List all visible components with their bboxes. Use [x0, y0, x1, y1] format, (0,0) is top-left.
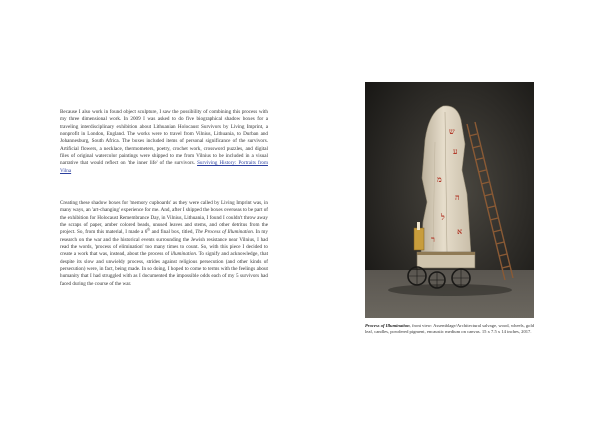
paragraph-2-text-d: . To signify and acknowledge, that despite its slow and unwieldy process, strides against religious persecution (and other kinds of persecution) were, in fact, being made. In so doing, I hoped to come to terms with the feelings about humanity that I had struggled with as I documented the impossible odds each of my 5 survivors had faced during the course of the war. — [60, 251, 268, 287]
artwork-title-italic: The Process of Illumination — [195, 229, 253, 236]
mark-6: א — [457, 226, 463, 236]
mark-7: ר — [431, 234, 435, 244]
mark-4: ה — [455, 192, 460, 202]
floor-shadow — [388, 284, 512, 296]
mark-2: ע — [453, 146, 458, 156]
cart-trim — [417, 252, 475, 255]
body-paragraph-1 — [60, 109, 268, 175]
caption-title: Process of Illumination — [365, 323, 410, 328]
paragraph-2-text-b: and final box, titled, — [150, 229, 196, 236]
mark-5: ל — [441, 212, 445, 222]
surviving-history-link[interactable]: Surviving History: Portraits from Vilna — [60, 160, 268, 174]
paragraph-2-text-c: . In my research on the war and the historical events surrounding the Jewish resistance near Vilnius, I had read the words, 'process of elimination' too many times to count. So, with this piece I decided to create a work that was, instead, about the process of — [60, 229, 268, 258]
sculpture-photo — [365, 82, 534, 318]
caption-text: , front view: Assemblage/Architectural salvage, wood, wheels, gold leaf, candles, powdered pigment, encaustic medium on canvas. 15 x 7.5 x 14 inches, 2017. — [365, 323, 535, 335]
mark-3: מ — [437, 174, 442, 184]
candle — [417, 222, 420, 230]
gold-panel — [414, 228, 424, 250]
paragraph-1-text: Because I also work in found object sculpture, I saw the possibility of combining this process with my three dimensional work. In 2009 I was asked to do five biographical shadow boxes for a traveling interdisciplinary exhibition about Lithuanian Holocaust Survivors by Living Imprint, a nonprofit in London, England. The works were to travel from Vilnius, Lithuania, to Durban and Johannesburg, South Africa. The boxes included items of personal significance of the survivors. Artificial flowers, a necklace, thermometers, poetry, crochet work, crossword puzzles, and digital files of original watercolor paintings were shipped to me from Vilnius to be included in a visual narrative that would reflect on 'the inner life' of the survivors. — [60, 109, 268, 167]
ordinal-superscript: th — [147, 227, 151, 232]
mark-1: ש — [449, 126, 455, 136]
figure-caption — [365, 323, 537, 335]
illumination-italic: illumination — [170, 251, 196, 258]
body-paragraph-2 — [60, 200, 268, 288]
paragraph-2-text-a: Creating these shadow boxes for 'memory cupboards' as they were called by Living Imprint was, in many ways, an 'art-changing' experience for me. And, after I shipped the boxes overseas to be part of the exhibition for Holocaust Remembrance Day, in Vilnius, Lithuania, I found I couldn't throw away the scraps of paper, amber colored beads, unused leaves and stems, and other detritus from the project. So, from this material, I made a 6 — [60, 200, 268, 236]
